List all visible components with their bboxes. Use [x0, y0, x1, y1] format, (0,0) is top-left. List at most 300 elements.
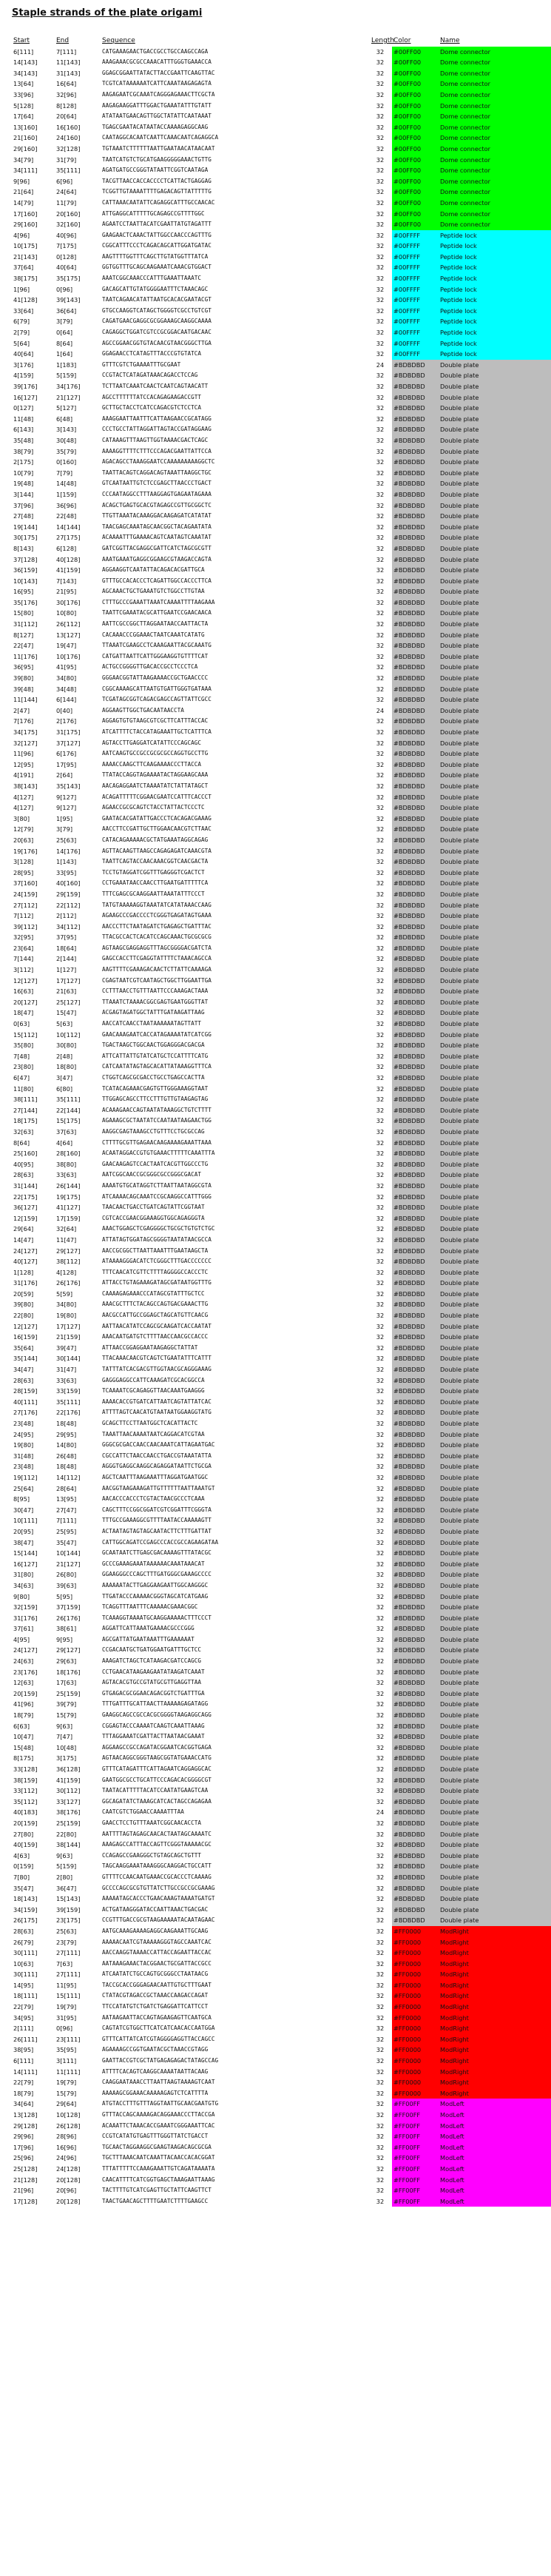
length-cell: 32 [376, 512, 385, 520]
name-cell: Double plate [438, 1721, 551, 1732]
table-row [0, 1829, 550, 1840]
length-cell: 32 [376, 1862, 385, 1871]
color-cell: #00FF00 [392, 209, 438, 220]
start-cell: 37[64] [13, 264, 34, 272]
length-cell: 32 [376, 922, 385, 930]
start-cell: 16[127] [13, 393, 38, 401]
table-row [0, 90, 550, 101]
sequence-cell: AATCGGCAACCGCGGGCGCCGGGCGACAT [102, 1171, 202, 1178]
length-cell: 32 [376, 1235, 385, 1244]
sequence-cell: GAACAAGAGTCCACTAATCACGTTGGCCCTG [102, 1160, 209, 1167]
end-cell: 3[79] [56, 825, 73, 833]
end-cell: 26[128] [56, 2121, 81, 2130]
end-cell: 34[80] [56, 1301, 77, 1309]
end-cell: 18[64] [56, 944, 77, 952]
end-cell: 35[79] [56, 447, 77, 455]
end-cell: 17[127] [56, 1322, 81, 1330]
table-row [0, 889, 550, 900]
name-cell: Dome connector [438, 47, 551, 58]
end-cell: 6[128] [56, 544, 77, 552]
color-cell: #00FF00 [392, 133, 438, 144]
color-cell: #BDBDBD [392, 1569, 438, 1580]
name-cell: Double plate [438, 1818, 551, 1829]
color-cell: #BDBDBD [392, 1213, 438, 1224]
table-row [0, 1515, 550, 1526]
start-cell: 27[112] [13, 901, 38, 909]
start-cell: 35[144] [13, 1355, 38, 1363]
length-cell: 32 [376, 588, 385, 596]
color-cell: #BDBDBD [392, 1559, 438, 1570]
table-row [0, 360, 550, 371]
start-cell: 25[96] [13, 2154, 34, 2162]
table-row [0, 684, 550, 695]
start-cell: 16[159] [13, 1333, 38, 1341]
sequence-cell: TATGTAAAAAGGTAAATATCATATAAACCAAG [102, 901, 212, 908]
sequence-cell: AAAACCAAGCTTCAAGAAAACCCTTACCA [102, 760, 202, 768]
end-cell: 40[128] [56, 555, 81, 563]
end-cell: 33[95] [56, 868, 77, 876]
color-cell: #FF0000 [392, 2056, 438, 2067]
sequence-cell: GGGCGCGACCAACCAACAAATCATTAGAATGAC [102, 1441, 215, 1449]
sequence-cell: TTACAAACAACGTCAGTCTGAATATTTCATTT [102, 1355, 212, 1362]
sequence-cell: TACGTTAACCACCACCCCTCATTACTGAGGAG [102, 177, 212, 184]
start-cell: 16[95] [13, 588, 34, 596]
length-cell: 32 [376, 1981, 385, 1989]
end-cell: 22[176] [56, 1409, 81, 1417]
name-cell: Double plate [438, 457, 551, 468]
color-cell: #BDBDBD [392, 1915, 438, 1926]
end-cell: 11[143] [56, 58, 81, 67]
sequence-cell: TTTGCCGAAAGGCGTTTTAATACCAAAAAGTT [102, 1517, 212, 1524]
table-row [0, 1526, 550, 1537]
sequence-cell: AGAATCCTAATTACATCGAATTATGTAGATTT [102, 221, 212, 228]
table-row [0, 1990, 550, 2002]
name-cell: Double plate [438, 1623, 551, 1634]
length-cell: 32 [376, 1214, 385, 1222]
name-cell: Double plate [438, 759, 551, 771]
length-cell: 32 [376, 1063, 385, 1071]
length-cell: 32 [376, 1668, 385, 1676]
name-cell: ModLeft [438, 2099, 551, 2110]
end-cell: 25[63] [56, 1927, 77, 1935]
name-cell: Dome connector [438, 101, 551, 112]
table-row [0, 1073, 550, 1084]
sequence-cell: TATTTATCACGACGTTGGTAACGCAGGGAAAG [102, 1366, 212, 1373]
sequence-cell: ATTAACCGGAGGAATAAGAGGCTATTAT [102, 1344, 198, 1351]
end-cell: 7[47] [56, 1733, 73, 1741]
length-cell: 32 [376, 1096, 385, 1104]
sequence-cell: TGTAAATCTTTTTTAATTGAATAACATAACAAT [102, 144, 215, 152]
length-cell: 32 [376, 1927, 385, 1935]
color-cell: #BDBDBD [392, 1591, 438, 1603]
color-cell: #BDBDBD [392, 1246, 438, 1257]
length-cell: 32 [376, 177, 385, 185]
sequence-cell: TTTAGGAAATCGATTACTTAATAACGAAAT [102, 1733, 205, 1740]
start-cell: 6[63] [13, 1722, 30, 1730]
table-row [0, 651, 550, 663]
table-row [0, 608, 550, 619]
color-cell: #FF0000 [392, 1948, 438, 1959]
start-cell: 4[159] [13, 372, 34, 380]
sequence-cell: TGAGCGAATACATAATACCAAAAGAGGCAAG [102, 123, 209, 130]
color-cell: #BDBDBD [392, 1656, 438, 1667]
name-cell: Double plate [438, 856, 551, 868]
length-cell: 32 [376, 1312, 385, 1320]
start-cell: 39[48] [13, 685, 34, 693]
color-cell: #BDBDBD [392, 1148, 438, 1159]
sequence-cell: CATCAATATAGTAGCACATTATAAAGGTTTCA [102, 1063, 212, 1070]
start-cell: 7[144] [13, 955, 34, 963]
color-cell: #BDBDBD [392, 1192, 438, 1203]
table-row [0, 597, 550, 608]
sequence-cell: GAATTACCGTCGCTATGAGAGAGACTATAGCCAG [102, 2057, 219, 2065]
table-row [0, 2013, 550, 2024]
length-cell: 32 [376, 264, 385, 272]
table-row [0, 2153, 550, 2164]
start-cell: 4[191] [13, 771, 34, 779]
start-cell: 38[79] [13, 447, 34, 455]
sequence-cell: GTTTCATAGATTTCATTAGAATCAGGAGGCAC [102, 1765, 212, 1772]
length-cell: 32 [376, 1538, 385, 1546]
table-row [0, 144, 550, 155]
table-row [0, 1397, 550, 1408]
end-cell: 29[63] [56, 1657, 77, 1666]
start-cell: 23[176] [13, 1668, 38, 1676]
table-row [0, 1667, 550, 1678]
table-row [0, 1267, 550, 1278]
color-cell: #BDBDBD [392, 684, 438, 695]
name-cell: ModLeft [438, 2164, 551, 2175]
color-cell: #BDBDBD [392, 1515, 438, 1526]
end-cell: 41[127] [56, 1204, 81, 1212]
sequence-cell: GAAGAACTCAAACTATTGGCCAACCCAGTTTG [102, 231, 212, 238]
color-cell: #BDBDBD [392, 468, 438, 479]
length-cell: 32 [376, 242, 385, 250]
table-row [0, 478, 550, 489]
start-cell: 15[112] [13, 1030, 38, 1039]
length-cell: 32 [376, 1949, 385, 1957]
name-cell: ModRight [438, 1937, 551, 1948]
length-cell: 32 [376, 1959, 385, 1968]
sequence-cell: AAAGGAATTAATTTCATTAAGAACCGCATAGG [102, 415, 212, 422]
sequence-cell: ATTCATTATTGTATCATGCTCCATTTTCATG [102, 1052, 209, 1059]
name-cell: ModRight [438, 2045, 551, 2056]
end-cell: 28[64] [56, 1484, 77, 1492]
length-cell: 32 [376, 1225, 385, 1233]
name-cell: Double plate [438, 392, 551, 403]
end-cell: 0[64] [56, 329, 73, 337]
start-cell: 10[79] [13, 469, 34, 477]
name-cell: ModRight [438, 1969, 551, 1980]
end-cell: 14[48] [56, 480, 77, 488]
start-cell: 12[159] [13, 1214, 38, 1222]
start-cell: 10[175] [13, 242, 38, 250]
start-cell: 27[80] [13, 1830, 34, 1838]
length-cell: 32 [376, 1625, 385, 1633]
table-row [0, 1256, 550, 1267]
length-cell: 32 [376, 620, 385, 628]
color-cell: #BDBDBD [392, 1310, 438, 1321]
sequence-cell: GAAGGCAGCCGCCACGCGGGGTAAGAGGCAGG [102, 1711, 212, 1719]
color-cell: #BDBDBD [392, 878, 438, 889]
start-cell: 34[143] [13, 69, 38, 77]
length-cell: 24 [376, 1808, 385, 1817]
color-cell: #BDBDBD [392, 543, 438, 554]
table-row [0, 511, 550, 522]
start-cell: 14[79] [13, 198, 34, 207]
length-cell: 32 [376, 609, 385, 617]
end-cell: 35[111] [56, 1096, 81, 1104]
table-row [0, 1688, 550, 1700]
sequence-cell: AATAAAGAAACTACGGAACTGCGATTACCGCC [102, 1959, 212, 1967]
start-cell: 31[48] [13, 1452, 34, 1460]
table-row [0, 1299, 550, 1310]
end-cell: 31[79] [56, 155, 77, 164]
length-cell: 32 [376, 80, 385, 88]
length-cell: 32 [376, 1247, 385, 1255]
length-cell: 32 [376, 1657, 385, 1666]
name-cell: Double plate [438, 889, 551, 900]
length-cell: 32 [376, 2013, 385, 2022]
color-cell: #BDBDBD [392, 478, 438, 489]
length-cell: 32 [376, 167, 385, 175]
end-cell: 14[176] [56, 847, 81, 855]
sequence-cell: GGAAGGGCCCAGCTTTGATGGGCGAAAGCCCC [102, 1571, 212, 1578]
end-cell: 38[144] [56, 1841, 81, 1849]
end-cell: 37[159] [56, 1603, 81, 1611]
end-cell: 2[176] [56, 717, 77, 725]
table-row [0, 932, 550, 943]
end-cell: 10[112] [56, 1030, 81, 1039]
name-cell: Double plate [438, 1656, 551, 1667]
end-cell: 11[95] [56, 1981, 77, 1989]
sequence-cell: CCGTCATATGTGAGTTTGGGTTATCTGACCT [102, 2133, 209, 2140]
sequence-cell: AGCCGGAACGGTGTACAACGTAACGGGCTTGA [102, 339, 212, 346]
name-cell: Peptide lock [438, 316, 551, 327]
name-cell: Peptide lock [438, 284, 551, 295]
name-cell: Double plate [438, 1645, 551, 1656]
end-cell: 16[160] [56, 123, 81, 131]
color-cell: #BDBDBD [392, 1256, 438, 1267]
name-cell: Double plate [438, 1915, 551, 1926]
name-cell: ModRight [438, 2002, 551, 2013]
sequence-cell: AACCTTCCGATTGCTTGGAACAACGTCTTAAC [102, 825, 212, 833]
start-cell: 33[128] [13, 1765, 38, 1773]
length-cell: 32 [376, 912, 385, 920]
table-row [0, 1969, 550, 1980]
start-cell: 25[128] [13, 2164, 38, 2173]
length-cell: 32 [376, 1160, 385, 1168]
table-row [0, 1851, 550, 1862]
color-cell: #BDBDBD [392, 1332, 438, 1343]
name-cell: Double plate [438, 1073, 551, 1084]
table-row [0, 1343, 550, 1354]
end-cell: 30[176] [56, 598, 81, 606]
table-row [0, 489, 550, 500]
sequence-cell: AGCCTTTTTTATCCACAGAGAAGACCGTT [102, 393, 202, 400]
length-cell: 32 [376, 1020, 385, 1028]
start-cell: 32[95] [13, 933, 34, 942]
table-row [0, 403, 550, 414]
sequence-cell: CATAAAGTTTAAGTTGGTAAAACGACTCAGC [102, 436, 209, 443]
table-row [0, 446, 550, 457]
name-cell: Double plate [438, 1483, 551, 1495]
color-cell: #BDBDBD [392, 1775, 438, 1786]
table-row [0, 1040, 550, 1051]
start-cell: 20[63] [13, 836, 34, 844]
length-cell: 32 [376, 523, 385, 531]
length-cell: 32 [376, 1430, 385, 1438]
sequence-cell: TAATCATGTCTGCATGAAGGGGGAAACTGTTG [102, 155, 212, 163]
table-row [0, 1127, 550, 1138]
name-cell: Double plate [438, 932, 551, 943]
name-cell: Double plate [438, 922, 551, 933]
end-cell: 18[48] [56, 1463, 77, 1471]
name-cell: Double plate [438, 943, 551, 954]
color-cell: #BDBDBD [392, 1061, 438, 1073]
name-cell: Dome connector [438, 219, 551, 230]
name-cell: Double plate [438, 1602, 551, 1613]
start-cell: 7[48] [13, 1052, 30, 1060]
sequence-cell: TTATACCAGGTAGAAAATACTAGGAAGCAAA [102, 771, 209, 779]
end-cell: 9[95] [56, 1635, 73, 1643]
end-cell: 10[144] [56, 1549, 81, 1557]
end-cell: 9[127] [56, 793, 77, 801]
end-cell: 38[80] [56, 1160, 77, 1168]
start-cell: 2[47] [13, 706, 30, 714]
start-cell: 15[80] [13, 609, 34, 617]
start-cell: 27[144] [13, 1106, 38, 1114]
name-cell: ModRight [438, 1959, 551, 1970]
length-cell: 32 [376, 1376, 385, 1384]
sequence-cell: CAAAAGAGAAACCCATAGCGTATTTGCTCC [102, 1289, 205, 1297]
name-cell: Double plate [438, 684, 551, 695]
start-cell: 11[48] [13, 415, 34, 423]
sequence-cell: CGAGTAATCGTCAATAGCTGGCTTGGAATTGA [102, 976, 212, 984]
length-cell: 32 [376, 329, 385, 337]
name-cell: ModRight [438, 2088, 551, 2099]
start-cell: 24[95] [13, 1430, 34, 1438]
color-cell: #BDBDBD [392, 1623, 438, 1634]
name-cell: Double plate [438, 1429, 551, 1440]
length-cell: 32 [376, 1150, 385, 1158]
start-cell: 36[159] [13, 566, 38, 574]
end-cell: 29[127] [56, 1247, 81, 1255]
header-end: End [56, 37, 70, 44]
length-cell: 32 [376, 2025, 385, 2033]
name-cell: Dome connector [438, 78, 551, 90]
end-cell: 26[176] [56, 1614, 81, 1622]
sequence-cell: GAATACACGATATTGACCCTCACAGACGAAAG [102, 814, 212, 822]
table-row [0, 1959, 550, 1970]
length-cell: 32 [376, 383, 385, 390]
start-cell: 30[47] [13, 1506, 34, 1514]
start-cell: 6[79] [13, 318, 30, 326]
sequence-cell: CCTTTAACCTGTTTAATTCCCAAAGACTAAA [102, 987, 209, 995]
end-cell: 20[96] [56, 2187, 77, 2195]
name-cell: Double plate [438, 694, 551, 705]
length-cell: 32 [376, 231, 385, 239]
end-cell: 34[112] [56, 922, 81, 930]
start-cell: 12[127] [13, 976, 38, 985]
start-cell: 23[64] [13, 944, 34, 952]
sequence-cell: GTTTTCCAACAATGAAACCGCACCCTCAAAAG [102, 1873, 212, 1880]
start-cell: 29[64] [13, 1225, 34, 1233]
sequence-cell: ATTTTCACAGTCAAGGCAAAATAATTACAAG [102, 2067, 209, 2075]
end-cell: 33[63] [56, 1376, 77, 1384]
length-cell: 32 [376, 1398, 385, 1406]
color-cell: #00FFFF [392, 273, 438, 284]
end-cell: 41[159] [56, 1776, 81, 1784]
length-cell: 32 [376, 1819, 385, 1827]
name-cell: Double plate [438, 1213, 551, 1224]
start-cell: 34[159] [13, 1905, 38, 1913]
length-cell: 32 [376, 1268, 385, 1276]
length-cell: 32 [376, 209, 385, 218]
table-row [0, 370, 550, 381]
name-cell: Peptide lock [438, 252, 551, 263]
sequence-cell: CAGTATCGTGGCTTCATCATCAACACCAATGGA [102, 2025, 215, 2032]
start-cell: 33[112] [13, 1787, 38, 1795]
table-row [0, 705, 550, 717]
name-cell: Double plate [438, 424, 551, 435]
end-cell: 5[95] [56, 1592, 73, 1600]
color-cell: #BDBDBD [392, 1731, 438, 1743]
sequence-cell: TTGATACCCAAAAACGGGTAGCATCATGAAG [102, 1592, 209, 1600]
sequence-cell: CCGTTTGACCGCGTAAGAAAAATACAATAGAAC [102, 1916, 215, 1924]
name-cell: Double plate [438, 802, 551, 814]
end-cell: 7[111] [56, 1517, 77, 1525]
end-cell: 37[127] [56, 739, 81, 747]
table-row [0, 187, 550, 198]
end-cell: 31[175] [56, 728, 81, 736]
name-cell: Double plate [438, 673, 551, 684]
color-cell: #BDBDBD [392, 576, 438, 587]
table-row [0, 1321, 550, 1332]
name-cell: Double plate [438, 1127, 551, 1138]
table-row [0, 770, 550, 781]
table-row [0, 1656, 550, 1667]
color-cell: #BDBDBD [392, 435, 438, 446]
sequence-cell: CATACAGAAAAACGCTATGAAATAGGCAGAG [102, 836, 209, 843]
length-cell: 32 [376, 2143, 385, 2151]
name-cell: Peptide lock [438, 262, 551, 273]
length-cell: 32 [376, 198, 385, 207]
table-row [0, 1429, 550, 1440]
length-cell: 32 [376, 1322, 385, 1330]
sequence-cell: AGTACACGTGCCGTATGCGTTGAGGTTAA [102, 1679, 202, 1686]
sequence-cell: CAATAGGCACAATCAATTCAAACAATCAGAGGCA [102, 134, 219, 141]
table-row [0, 2185, 550, 2196]
color-cell: #BDBDBD [392, 414, 438, 425]
sequence-cell: CAGAGGCTGGATCGTCCGCGGACAATGACAAC [102, 329, 212, 336]
name-cell: Double plate [438, 716, 551, 727]
color-cell: #BDBDBD [392, 1494, 438, 1505]
name-cell: Double plate [438, 1548, 551, 1559]
table-row [0, 155, 550, 166]
sequence-cell: CATGAAAGAACTGACCGCCTGCCAAGCCAGA [102, 47, 209, 55]
end-cell: 14[112] [56, 1473, 81, 1481]
table-row [0, 78, 550, 90]
start-cell: 34[111] [13, 167, 38, 175]
end-cell: 21[95] [56, 588, 77, 596]
color-cell: #BDBDBD [392, 1905, 438, 1916]
length-cell: 32 [376, 1635, 385, 1643]
sequence-cell: TCGGTTGTAAAATTTTGAGACAGTTATTTTTG [102, 188, 212, 195]
sequence-cell: AACCCTTCTAATAGATCTGAGAGCTGATTTAC [102, 922, 212, 930]
color-cell: #BDBDBD [392, 738, 438, 749]
name-cell: Double plate [438, 1505, 551, 1516]
